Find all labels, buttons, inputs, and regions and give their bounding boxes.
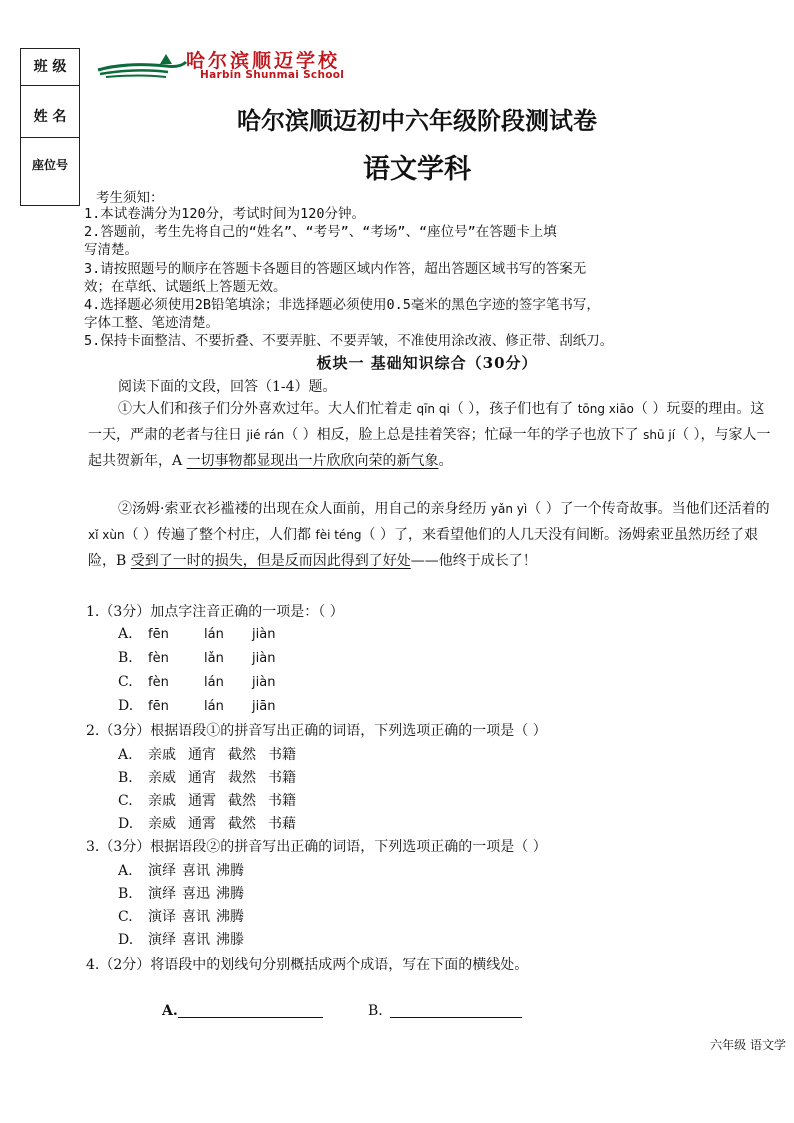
section-title: 板块一 基础知识综合（30分）: [316, 354, 538, 372]
option-item: 喜讯: [182, 863, 210, 879]
option-item: 截然: [228, 816, 256, 832]
text: ②汤姆·索亚衣衫褴褛的出现在众人面前，用自己的亲身经历: [118, 501, 491, 517]
school-name: 哈尔滨顺迈学校: [186, 50, 341, 72]
text: （ ）传遍了整个村庄，人们都: [124, 527, 316, 543]
note-line: 字体工整、笔迹清楚。: [84, 315, 219, 332]
option-item: 书籍: [268, 747, 296, 763]
paragraph-2: [88, 496, 774, 574]
notes-heading: 考生须知：: [96, 190, 164, 206]
option-item: fèn: [148, 651, 169, 666]
text: ①大人们和孩子们分外喜欢过年。大人们忙着走: [118, 401, 417, 417]
note-line: 4.选择题必须使用2B铅笔填涂；非选择题必须使用0.5毫米的黑色字迹的签字笔书写，: [84, 297, 600, 314]
text: （ ）了，来看望他们的人几天没有间断。汤姆索亚虽然历经了艰险，B: [88, 527, 758, 569]
option-letter: A.: [118, 863, 133, 879]
underlined-sentence-b: 受到了一时的损失，但是反而因此得到了好处: [130, 553, 411, 569]
pinyin: yǎn yì: [490, 502, 528, 516]
answer-b-line[interactable]: [390, 1017, 522, 1018]
option-letter: D.: [118, 932, 134, 948]
option-item: 裁然: [228, 770, 256, 786]
option-item: jiàn: [252, 651, 276, 666]
option-item: 书籍: [268, 793, 296, 809]
option-item: 通霄: [188, 816, 216, 832]
answer-a-label: A.: [162, 1003, 178, 1019]
name-label: 姓 名: [33, 109, 67, 125]
text: （ ）玩耍的理由。这一天，严肃的老者与往日: [88, 401, 765, 443]
option-item: 亲戚: [148, 747, 176, 763]
option-item: 书籍: [268, 770, 296, 786]
option-item: 亲戚: [148, 793, 176, 809]
option-item: 喜讯: [182, 909, 210, 925]
option-letter: B.: [118, 770, 133, 786]
reading-intro: 阅读下面的文段，回答（1-4）题。: [118, 379, 337, 395]
option-item: 书藉: [268, 816, 296, 832]
question-3: 3.（3分）根据语段②的拼音写出正确的词语，下列选项正确的一项是（ ）: [86, 839, 547, 855]
option-letter: C.: [118, 674, 133, 690]
option-item: 通霄: [188, 793, 216, 809]
note-line: 写清楚。: [84, 242, 138, 259]
text: （ ），与家人一起共贺新年，A: [88, 427, 771, 469]
option-item: 通宵: [188, 747, 216, 763]
option-item: 喜讯: [182, 932, 210, 948]
option-item: lǎn: [204, 651, 224, 666]
option-item: 沸滕: [216, 932, 244, 948]
option-item: 截然: [228, 793, 256, 809]
option-item: 演绎: [148, 863, 176, 879]
pinyin: shū jí: [643, 428, 676, 442]
subject-title: 语文学科: [363, 154, 471, 185]
question-1: 1.（3分）加点字注音正确的一项是：（ ）: [86, 604, 344, 620]
pinyin: qīn qi: [416, 402, 450, 416]
option-row: [118, 860, 256, 880]
option-item: jiàn: [252, 627, 276, 642]
option-item: fēn: [148, 699, 169, 714]
option-letter: B.: [118, 650, 133, 666]
option-item: 亲威: [148, 770, 176, 786]
text: 。: [438, 453, 453, 469]
option-row: [118, 813, 308, 833]
option-item: 喜迅: [182, 886, 210, 902]
question-2: 2.（3分）根据语段①的拼音写出正确的词语，下列选项正确的一项是（ ）: [86, 723, 547, 739]
option-item: lán: [204, 627, 224, 642]
option-item: 沸腾: [216, 909, 244, 925]
option-item: 亲威: [148, 816, 176, 832]
note-line: 效；在草纸、试题纸上答题无效。: [84, 278, 287, 295]
seat-number-label: 座位号: [31, 158, 68, 172]
text: （ ），孩子们也有了: [449, 401, 578, 417]
pinyin: tōng xiāo: [577, 402, 634, 416]
option-row: [118, 626, 289, 642]
note-line: 2.答题前，考生先将自己的“姓名”、“考号”、“考场”、“座位号”在答题卡上填: [84, 224, 557, 241]
option-row: [118, 906, 256, 926]
option-item: 演绎: [148, 932, 176, 948]
option-letter: A.: [118, 626, 133, 642]
option-row: [118, 698, 289, 714]
pinyin: jié rán: [246, 428, 285, 442]
option-item: 截然: [228, 747, 256, 763]
note-line: 3.请按照题号的顺序在答题卡各题目的答题区域内作答，超出答题区域书写的答案无: [84, 260, 587, 277]
option-letter: A.: [118, 747, 133, 763]
option-item: 演绎: [148, 886, 176, 902]
option-letter: B.: [118, 886, 133, 902]
underlined-sentence-a: 一切事物都显现出一片欣欣向荣的新气象: [186, 453, 439, 469]
divider: [21, 85, 79, 86]
text: （ ）相反，脸上总是挂着笑容；忙碌一年的学子也放下了: [284, 427, 644, 443]
option-letter: D.: [118, 816, 134, 832]
option-item: fèn: [148, 675, 169, 690]
option-item: 通宵: [188, 770, 216, 786]
answer-a-line[interactable]: [178, 1017, 323, 1018]
exam-notes: [84, 205, 784, 351]
question-4: 4.（2分）将语段中的划线句分别概括成两个成语，写在下面的横线处。: [86, 957, 529, 973]
option-letter: C.: [118, 909, 133, 925]
option-letter: D.: [118, 698, 134, 714]
option-row: [118, 744, 308, 764]
option-item: lán: [204, 699, 224, 714]
paragraph-1: [88, 396, 774, 474]
divider: [21, 137, 79, 138]
option-letter: C.: [118, 793, 133, 809]
option-item: lán: [204, 675, 224, 690]
option-item: fēn: [148, 627, 169, 642]
option-row: [118, 650, 289, 666]
option-row: [118, 929, 256, 949]
class-label: 班 级: [33, 59, 67, 75]
option-row: [118, 767, 308, 787]
note-line: 5.保持卡面整洁、不要折叠、不要弄脏、不要弄皱，不准使用涂改液、修正带、刮纸刀。: [84, 333, 614, 350]
option-item: jiàn: [252, 675, 276, 690]
page-footer: 六年级 语文学: [710, 1038, 786, 1052]
pinyin: xǐ xùn: [88, 528, 125, 542]
option-row: [118, 883, 256, 903]
school-name-english: Harbin Shunmai School: [200, 69, 345, 81]
text: ——他终于成长了！: [410, 553, 537, 569]
option-item: 演译: [148, 909, 176, 925]
option-item: jiān: [252, 699, 276, 714]
option-row: [118, 674, 289, 690]
option-item: 沸腾: [216, 886, 244, 902]
answer-b-label: B.: [368, 1003, 383, 1019]
note-line: 1.本试卷满分为120分，考试时间为120分钟。: [84, 206, 366, 222]
exam-title: 哈尔滨顺迈初中六年级阶段测试卷: [237, 107, 597, 135]
pinyin: fèi téng: [315, 528, 362, 542]
option-row: [118, 790, 308, 810]
text: （ ）了一个传奇故事。当他们还活着的: [527, 501, 770, 517]
school-logo-icon: [96, 52, 188, 80]
option-item: 沸腾: [216, 863, 244, 879]
